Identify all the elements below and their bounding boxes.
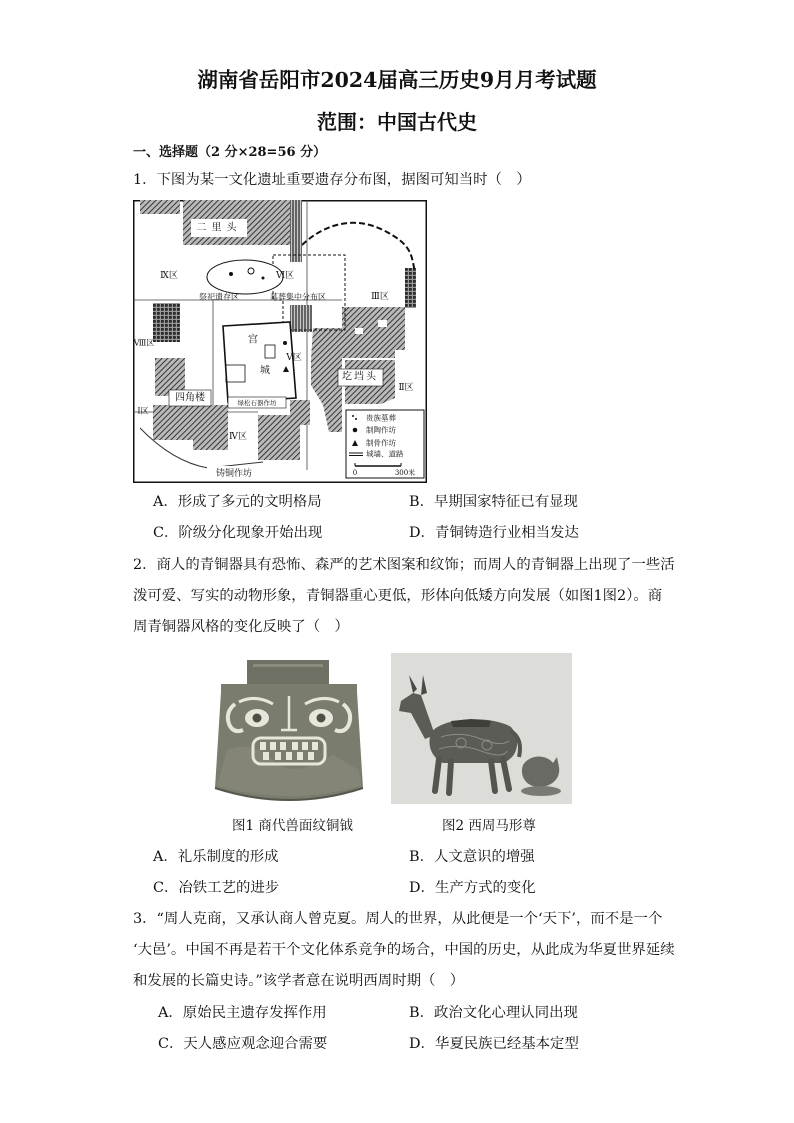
map-label-zone1: Ⅰ区 — [137, 406, 149, 416]
q1-option-d: D．青铜铸造行业相当发达 — [409, 525, 579, 541]
map-legend — [346, 410, 424, 478]
q1-option-c: C．阶级分化现象开始出现 — [153, 525, 323, 541]
fig1-bronze-axe-image — [213, 660, 365, 810]
map-label-zone4: Ⅳ区 — [229, 432, 247, 442]
q3-option-a: A．原始民主遗存发挥作用 — [158, 1005, 327, 1021]
map-label-tombs: 墓葬集中分布区 — [270, 292, 326, 302]
map-label-city: 城 — [260, 365, 270, 377]
q2-option-d: D．生产方式的变化 — [409, 880, 536, 896]
horse-zun-svg — [391, 653, 572, 804]
fig1-caption: 图1 商代兽面纹铜钺 — [232, 818, 353, 834]
remains-area — [290, 200, 302, 262]
map-label-palace: 宫 — [248, 334, 258, 346]
map-label-zone9: Ⅸ区 — [160, 271, 178, 281]
q1-option-b: B．早期国家特征已有显现 — [409, 494, 578, 510]
remains-area — [405, 268, 416, 308]
section-heading: 一、选择题（2 分×28=56 分） — [133, 145, 327, 160]
map-label-zone8: Ⅷ区 — [133, 338, 155, 348]
noble-tomb-symbol — [352, 415, 354, 417]
right-pupil — [317, 714, 326, 723]
q2-stem-line: 周青铜器风格的变化反映了（ ） — [133, 619, 349, 635]
scale-max: 300米 — [394, 469, 416, 477]
legend-noble-tombs: 贵族墓葬 — [366, 413, 396, 423]
q1-stem: 1．下图为某一文化遗址重要遗存分布图，据图可知当时（ ） — [133, 172, 531, 188]
q2-option-c: C．冶铁工艺的进步 — [153, 880, 280, 896]
map-label-zone3: Ⅲ区 — [371, 292, 389, 302]
page-subtitle: 范围：中国古代史 — [317, 110, 477, 134]
scale-zero: 0 — [352, 469, 358, 477]
axe-tang-highlight — [253, 664, 323, 667]
zone8-area — [153, 303, 180, 342]
pottery-symbol — [353, 428, 358, 433]
map-label-getoudang: 圪垱头 — [342, 371, 378, 383]
q3-stem-line: ‘大邑’。中国不再是若干个文化体系竞争的场合，中国的历史，从此成为华夏世界延续 — [133, 942, 675, 958]
remains-gap — [355, 328, 363, 334]
fig2-caption: 图2 西周马形尊 — [442, 818, 536, 834]
q1-option-a: A．形成了多元的文明格局 — [153, 494, 322, 510]
page-title: 湖南省岳阳市2024届高三历史9月月考试题 — [197, 68, 597, 92]
q3-option-d: D．华夏民族已经基本定型 — [409, 1036, 579, 1052]
bronze-axe-svg — [213, 660, 365, 810]
map-label-erlitou: 二里头 — [196, 222, 242, 234]
remains-area — [290, 400, 310, 425]
q3-stem-line: 和发展的长篇史诗。”该学者意在说明西周时期（ ） — [133, 973, 465, 989]
pottery-workshop-marker — [229, 272, 233, 276]
map-label-zone2: Ⅱ区 — [398, 383, 414, 393]
q3-option-c: C．天人感应观念迎合需要 — [158, 1036, 328, 1052]
noble-tomb-symbol — [355, 418, 357, 420]
remains-area — [290, 305, 312, 332]
map-label-turquoise: 绿松石器作坊 — [237, 399, 277, 407]
legend-bone: 制骨作坊 — [366, 438, 396, 448]
palace-city-wall — [223, 322, 296, 402]
q2-option-b: B．人文意识的增强 — [409, 849, 535, 865]
left-pupil — [253, 714, 262, 723]
lid-base — [521, 786, 561, 796]
q3-option-b: B．政治文化心理认同出现 — [409, 1005, 578, 1021]
map-label-zone5: Ⅴ区 — [286, 353, 302, 363]
map-label-zone6: Ⅵ区 — [275, 271, 295, 281]
site-map-svg — [133, 200, 427, 483]
legend-walls-roads: 城墙、道路 — [366, 449, 404, 459]
pottery-workshop-marker — [283, 341, 287, 345]
map-label-sijiaolou: 四角楼 — [175, 392, 205, 404]
q1-site-map — [133, 200, 427, 483]
q2-option-a: A．礼乐制度的形成 — [153, 849, 279, 865]
remains-area — [140, 200, 180, 214]
tomb-marker — [262, 277, 265, 280]
q2-stem-line: 2．商人的青铜器具有恐怖、森严的艺术图案和纹饰；而周人的青铜器上出现了一些活 — [133, 557, 675, 573]
legend-pottery: 制陶作坊 — [366, 425, 396, 435]
q2-stem-line: 泼可爱、写实的动物形象，青铜器重心更低，形体向低矮方向发展（如图1图2）。商 — [133, 588, 663, 604]
map-label-bronze: 铸铜作坊 — [215, 469, 253, 479]
remains-gap — [378, 320, 387, 327]
fig2-horse-zun-image — [391, 653, 572, 804]
sacrifice-area-oval — [207, 260, 283, 294]
map-label-sacrifice: 祭祀遗存区 — [199, 292, 239, 302]
q3-stem-line: 3．“周人克商，又承认商人曾克夏。周人的世界，从此便是一个‘天下’，而不是一个 — [133, 911, 663, 927]
